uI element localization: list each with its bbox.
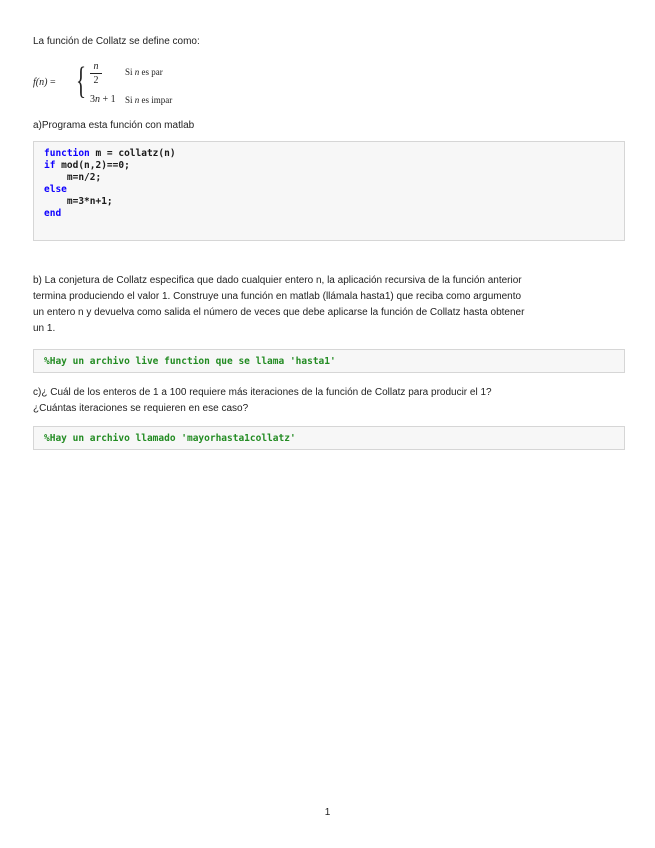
case-odd-post: es impar [139,95,173,105]
page-number: 1 [324,807,331,818]
case-even-var: n [134,67,140,77]
part-b-line: un entero n y devuelva como salida el número de veces que debe aplicarse la función de Collatz hasta obtener [33,307,525,318]
formula-case-even [125,67,163,77]
code-comment: %Hay un archivo live function que se llama 'hasta1' [44,356,336,367]
part-b-line: termina produciendo el valor 1. Construye una función en matlab (llámala hasta1) que reciba como argumento [33,291,522,302]
collatz-code-block[interactable] [33,141,625,241]
fraction-numerator: n [93,61,99,72]
formula-brace: { [76,60,87,102]
mayorhasta1-code-block[interactable] [33,426,625,450]
part-b-line: b) La conjetura de Collatz especifica que dado cualquier entero n, la aplicación recursiva de la función anterior [33,275,522,286]
formula-function: f(n) [33,77,48,88]
part-c-line: c)¿ Cuál de los enteros de 1 a 100 requiere más iteraciones de la función de Collatz para producir el 1? [33,387,492,398]
formula-fraction [90,61,102,86]
odd-rest: + 1 [100,94,116,105]
code-line: end [44,208,62,219]
fraction-denominator: 2 [93,75,99,86]
case-odd-pre: Si [125,95,135,105]
code-comment: %Hay un archivo llamado 'mayorhasta1collatz' [44,433,296,444]
code-line: else [44,184,67,195]
formula-odd-expression [90,94,116,105]
code-line: m=n/2; [44,172,102,183]
code-line: m=3*n+1; [44,196,113,207]
code-line: function m = collatz(n) [44,148,176,159]
intro-text: La función de Collatz se define como: [33,36,200,47]
hasta1-code-block[interactable] [33,349,625,373]
formula-lhs [33,77,56,88]
case-even-pre: Si [125,67,135,77]
case-even-post: es par [139,67,163,77]
formula-case-odd [125,95,172,105]
part-b-line: un 1. [33,323,56,334]
odd-var: n [95,94,100,105]
part-a-text: a)Programa esta función con matlab [33,120,195,131]
part-c-line: ¿Cuántas iteraciones se requieren en ese caso? [33,403,249,414]
case-odd-var: n [134,95,140,105]
part-b-text [33,273,524,337]
fraction-bar [90,73,102,74]
part-c-text [33,385,492,417]
formula-equals: = [49,77,56,88]
code-line: if mod(n,2)==0; [44,160,130,171]
odd-coef: 3 [90,94,95,105]
collatz-formula [30,58,230,108]
